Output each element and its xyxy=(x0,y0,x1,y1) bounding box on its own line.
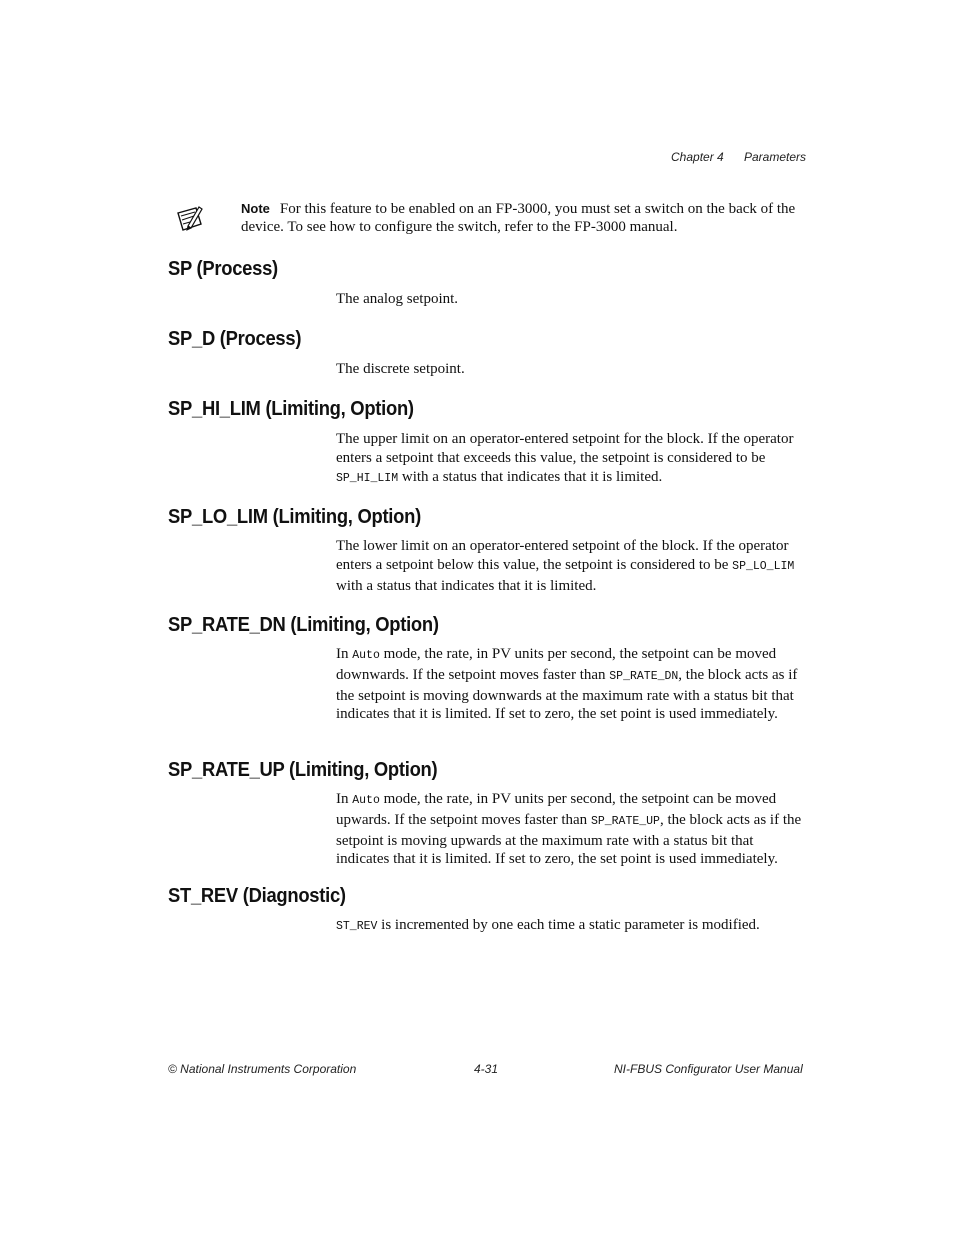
section-desc: with a status that indicates that it is limited. xyxy=(398,468,663,485)
section-body xyxy=(336,790,802,869)
section-desc: mode, the rate, in PV units per second, the setpoint can be moved upwards. If the setpoint moves faster than xyxy=(336,791,777,828)
section-desc: , the block acts as if the setpoint is moving downwards at the maximum rate with a status bit that indicates that it is limited. If set to zero, the set point is used immediately. xyxy=(336,666,798,723)
section-heading: SP_RATE_UP (Limiting, Option) xyxy=(168,759,438,781)
header-chapter: Chapter 4 xyxy=(671,150,724,164)
section-desc: In xyxy=(336,791,353,807)
section-body xyxy=(336,916,802,937)
parameter-code: SP_RATE_UP xyxy=(590,814,660,828)
section-desc: The analog setpoint. xyxy=(336,291,459,307)
section-desc: is incremented by one each time a static parameter is modified. xyxy=(377,917,760,933)
parameter-code: SP_LO_LIM xyxy=(732,559,795,573)
section-heading: SP (Process) xyxy=(168,258,278,280)
parameter-code: ST_REV xyxy=(336,920,378,933)
header-section: Parameters xyxy=(744,150,807,164)
section-body xyxy=(336,645,802,724)
parameter-code: Auto xyxy=(352,794,380,807)
section-heading: SP_D (Process) xyxy=(168,328,302,350)
section-heading: SP_LO_LIM (Limiting, Option) xyxy=(168,506,421,528)
note-text: For this feature to be enabled on an FP-3000, you must set a switch on the back of the device. To see how to configure the switch, refer to the FP-3000 manual. xyxy=(241,201,796,235)
section-body xyxy=(336,430,802,488)
section-heading: SP_HI_LIM (Limiting, Option) xyxy=(168,398,414,420)
section-desc: with a status that indicates that it is limited. xyxy=(336,577,597,594)
section-desc: In xyxy=(336,646,353,662)
footer-manual-title: NI-FBUS Configurator User Manual xyxy=(614,1062,803,1076)
section-heading: ST_REV (Diagnostic) xyxy=(168,885,346,907)
section-desc: mode, the rate, in PV units per second, the setpoint can be moved downwards. If the setpoint moves faster than xyxy=(336,646,777,683)
section-desc: The lower limit on an operator-entered setpoint of the block. If the operator enters a setpoint below this value, the setpoint is considered to be xyxy=(336,538,789,573)
section-body xyxy=(336,290,802,309)
section-heading: SP_RATE_DN (Limiting, Option) xyxy=(168,614,439,636)
parameter-code: Auto xyxy=(352,649,380,662)
parameter-code: SP_RATE_DN xyxy=(609,669,679,683)
section-desc: , the block acts as if the setpoint is moving upwards at the maximum rate with a status bit that indicates that it is limited. If set to zero, the set point is used immediately. xyxy=(336,811,802,868)
footer-page-number: 4-31 xyxy=(474,1062,499,1076)
section-desc: The discrete setpoint. xyxy=(336,361,465,377)
section-body xyxy=(336,537,802,595)
section-desc: The upper limit on an operator-entered setpoint for the block. If the operator enters a setpoint that exceeds this value, the setpoint is considered to be xyxy=(336,431,794,466)
note-label: Note xyxy=(241,201,270,216)
parameter-code: SP_HI_LIM xyxy=(336,471,399,485)
section-body xyxy=(336,360,802,379)
note xyxy=(241,200,801,236)
note-icon xyxy=(174,204,206,234)
footer-copyright: © National Instruments Corporation xyxy=(168,1062,357,1076)
